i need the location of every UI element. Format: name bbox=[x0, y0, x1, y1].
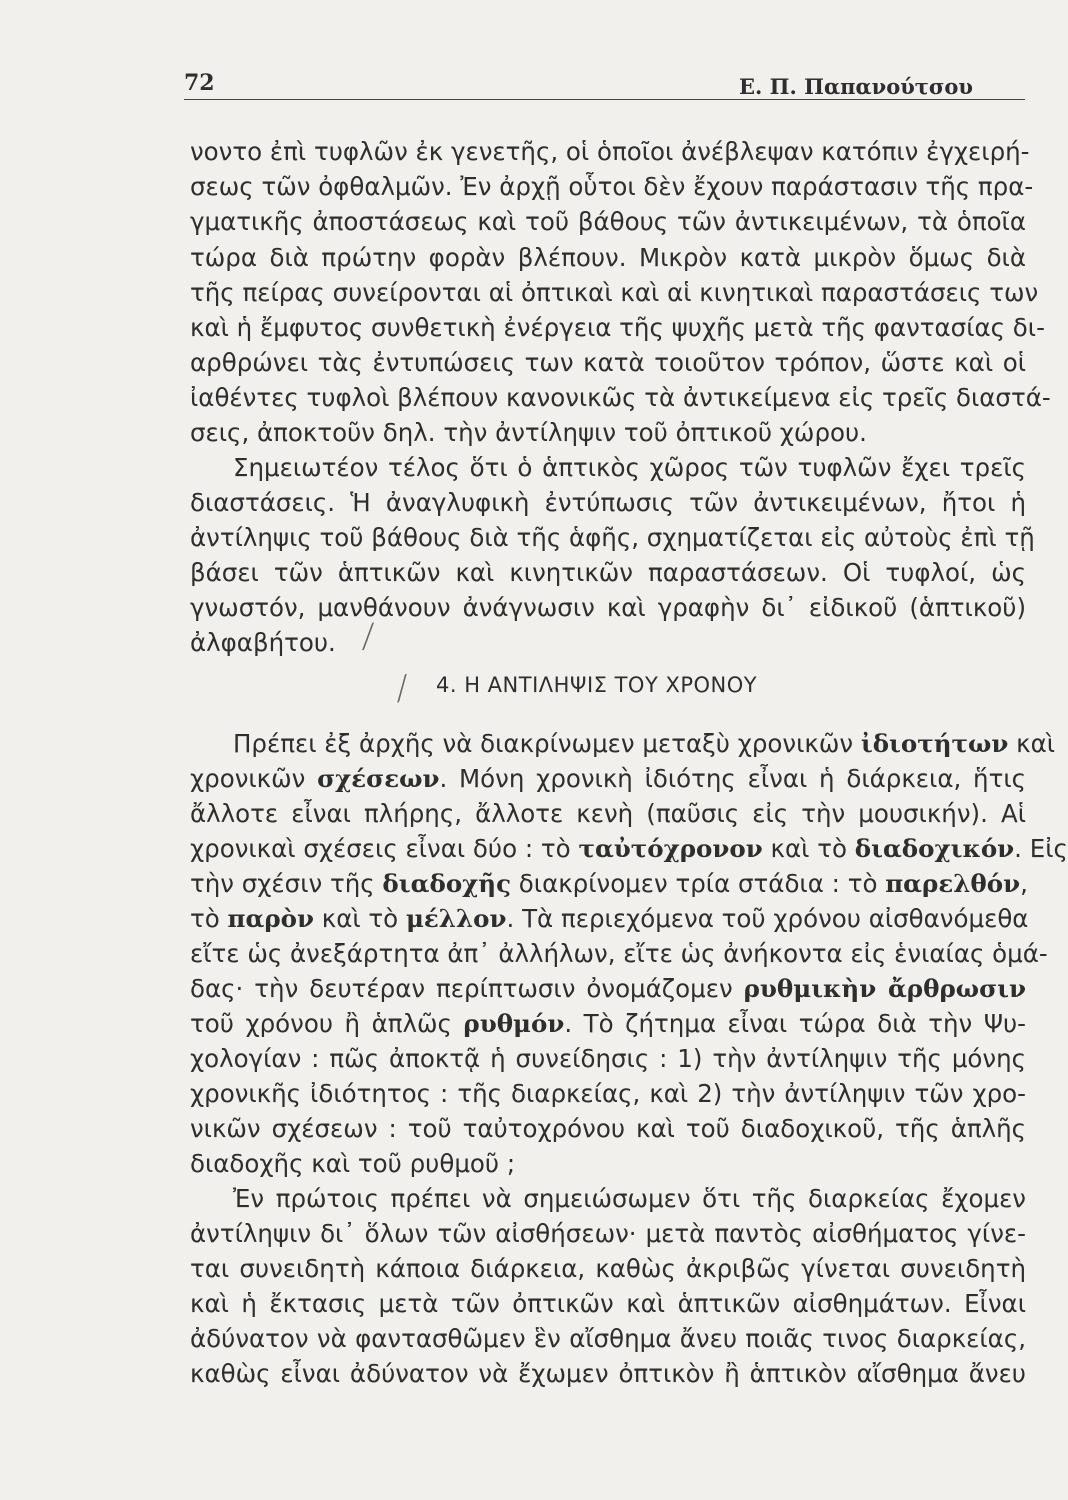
text-line: βάσει τῶν ἁπτικῶν καὶ κινητικῶν παραστάσεων. Οἱ τυφλοί, ὡς bbox=[190, 558, 1026, 587]
text-line: χρονικῶν σχέσεων. Μόνη χρονικὴ ἰδιότης εἶναι ἡ διάρκεια, ἥτις bbox=[190, 764, 1026, 793]
header-rule bbox=[184, 99, 1025, 100]
text-line: εἴτε ὡς ἀνεξάρτητα ἀπ᾿ ἀλλήλων, εἴτε ὡς ἀνήκοντα εἰς ἑνιαίας ὁμά- bbox=[190, 939, 1048, 968]
text-line: τὸ παρὸν καὶ τὸ μέλλον. Τὰ περιεχόμενα τοῦ χρόνου αἰσθανόμεθα bbox=[190, 904, 1029, 933]
text-line: διαδοχῆς καὶ τοῦ ρυθμοῦ ; bbox=[190, 1149, 516, 1178]
text-line: Σημειωτέον τέλος ὅτι ὁ ἁπτικὸς χῶρος τῶν τυφλῶν ἔχει τρεῖς bbox=[233, 453, 1026, 482]
section-heading: 4. Η ΑΝΤΙΛΗΨΙΣ ΤΟΥ ΧΡΟΝΟΥ bbox=[436, 673, 758, 697]
text-line: καὶ ἡ ἔμφυτος συνθετικὴ ἐνέργεια τῆς ψυχῆς μετὰ τῆς φαντασίας δι- bbox=[190, 313, 1045, 342]
text-line: ται συνειδητὴ κάποια διάρκεια, καθὼς ἀκριβῶς γίνεται συνειδητὴ bbox=[190, 1254, 1026, 1283]
text-line: Πρέπει ἐξ ἀρχῆς νὰ διακρίνωμεν μεταξὺ χρονικῶν ἰδιοτήτων καὶ bbox=[233, 729, 1056, 758]
text-line: τώρα διὰ πρώτην φορὰν βλέπουν. Μικρὸν κατὰ μικρὸν ὅμως διὰ bbox=[190, 243, 1026, 272]
text-line: ἀδύνατον νὰ φαντασθῶμεν ἓν αἴσθημα ἄνευ ποιᾶς τινος διαρκείας, bbox=[190, 1324, 1026, 1353]
text-line: τὴν σχέσιν τῆς διαδοχῆς διακρίνομεν τρία στάδια : τὸ παρελθόν, bbox=[190, 869, 1028, 898]
text-line: καὶ ἡ ἔκτασις μετὰ τῶν ὀπτικῶν καὶ ἁπτικῶν αἰσθημάτων. Εἶναι bbox=[190, 1289, 1026, 1318]
text-line: ἄλλοτε εἶναι πλήρης, ἄλλοτε κενὴ (παῦσις εἰς τὴν μουσικήν). Αἱ bbox=[190, 799, 1026, 828]
text-line: αρθρώνει τὰς ἐντυπώσεις των κατὰ τοιοῦτον τρόπον, ὥστε καὶ οἱ bbox=[190, 348, 1026, 377]
pencil-mark-icon: ⟋ bbox=[385, 669, 420, 710]
text-line: χολογίαν : πῶς ἀποκτᾷ ἡ συνείδησις : 1) τὴν ἀντίληψιν τῆς μόνης bbox=[190, 1044, 1026, 1073]
text-line: ἀντίληψις τοῦ βάθους διὰ τῆς ἁφῆς, σχηματίζεται εἰς αὐτοὺς ἐπὶ τῇ bbox=[190, 523, 1035, 552]
text-line: νοντο ἐπὶ τυφλῶν ἐκ γενετῆς, οἱ ὁποῖοι ἀνέβλεψαν κατόπιν ἐγχειρή- bbox=[190, 137, 1030, 166]
text-line: χρονικῆς ἰδιότητος : τῆς διαρκείας, καὶ 2) τὴν ἀντίληψιν τῶν χρο- bbox=[190, 1079, 1026, 1108]
text-line: σεως τῶν ὀφθαλμῶν. Ἐν ἀρχῇ οὗτοι δὲν ἔχουν παράστασιν τῆς πρα- bbox=[190, 172, 1034, 201]
text-line: νικῶν σχέσεων : τοῦ ταὐτοχρόνου καὶ τοῦ διαδοχικοῦ, τῆς ἁπλῆς bbox=[190, 1114, 1026, 1143]
text-line: ἀντίληψιν δι᾿ ὅλων τῶν αἰσθήσεων· μετὰ παντὸς αἰσθήματος γίνε- bbox=[190, 1219, 1026, 1248]
text-line: καθὼς εἶναι ἀδύνατον νὰ ἔχωμεν ὀπτικὸν ἢ ἁπτικὸν αἴσθημα ἄνευ bbox=[190, 1359, 1026, 1388]
pencil-mark-icon: ⟋ bbox=[352, 617, 385, 658]
running-header-author: Ε. Π. Παπανούτσου bbox=[739, 74, 973, 99]
text-line: χρονικαὶ σχέσεις εἶναι δύο : τὸ ταὐτόχρονον καὶ τὸ διαδοχικόν. Εἰς bbox=[190, 834, 1068, 863]
text-line: Ἐν πρώτοις πρέπει νὰ σημειώσωμεν ὅτι τῆς διαρκείας ἔχομεν bbox=[233, 1184, 1026, 1213]
text-line: σεις, ἀποκτοῦν δηλ. τὴν ἀντίληψιν τοῦ ὀπτικοῦ χώρου. bbox=[190, 418, 867, 447]
text-line: διαστάσεις. Ἡ ἀναγλυφικὴ ἐντύπωσις τῶν ἀντικειμένων, ἤτοι ἡ bbox=[190, 488, 1026, 517]
text-line: ἀλφαβήτου. bbox=[190, 628, 336, 657]
page-number: 72 bbox=[184, 70, 215, 96]
text-line: δας· τὴν δευτέραν περίπτωσιν ὀνομάζομεν ρυθμικὴν ἄρθρωσιν bbox=[190, 974, 1026, 1003]
text-line: ἰαθέντες τυφλοὶ βλέπουν κανονικῶς τὰ ἀντικείμενα εἰς τρεῖς διαστά- bbox=[190, 383, 1051, 412]
text-line: τῆς πείρας συνείρονται αἱ ὀπτικαὶ καὶ αἱ κινητικαὶ παραστάσεις των bbox=[190, 278, 1039, 307]
text-line: τοῦ χρόνου ἢ ἁπλῶς ρυθμόν. Τὸ ζήτημα εἶναι τώρα διὰ τὴν Ψυ- bbox=[190, 1009, 1026, 1038]
text-line: γματικῆς ἀποστάσεως καὶ τοῦ βάθους τῶν ἀντικειμένων, τὰ ὁποῖα bbox=[190, 207, 1026, 236]
text-line: γνωστόν, μανθάνουν ἀνάγνωσιν καὶ γραφὴν δι᾿ εἰδικοῦ (ἁπτικοῦ) bbox=[190, 593, 1026, 622]
